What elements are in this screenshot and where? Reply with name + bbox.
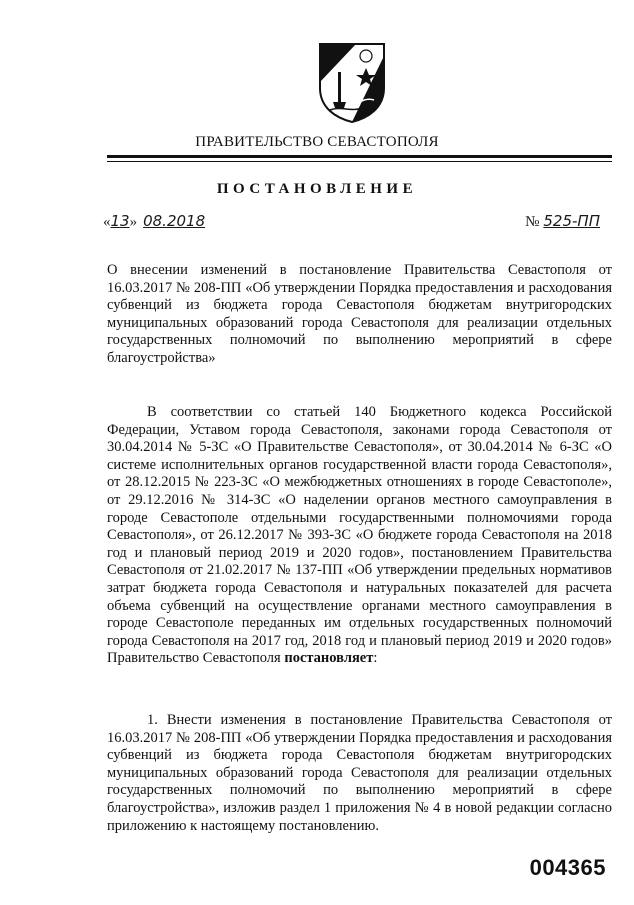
preamble-verb: постановляет [284,650,374,667]
date-open-quote: « [103,214,111,230]
date-day: 13 [110,212,130,230]
number-sign: № [525,214,540,230]
preamble-colon: : [373,650,378,667]
header-divider-thin [107,161,612,162]
document-number [525,212,600,231]
preamble-paragraph [107,404,612,668]
number-value: 525-ПП [543,212,600,230]
date-month-year: 08.2018 [143,212,206,230]
form-number: 004365 [529,855,606,880]
date-close-quote: » [129,214,138,230]
government-name: ПРАВИТЕЛЬСТВО СЕВАСТОПОЛЯ [195,134,439,150]
document-type: ПОСТАНОВЛЕНИЕ [216,181,418,197]
preamble-text: В соответствии со статьей 140 Бюджетного кодекса Российской Федерации, Уставом города Севастополя, законами города Севастополя от 30.04.2014 № 5-ЗС «О Правительстве Севастополя», от 30.04.2014 № 6-ЗС «О системе исполнительных органов государственной власти города Севастополя», от 28.12.2015 № 223-ЗС «О межбюджетных отношениях в городе Севастополе», от 29.12.2016 № 314-ЗС «О наделении органов местного самоуправления в городе Севастополе отдельными государственными полномочиями города Севастополя», от 26.12.2017 № 393-ЗС «О бюджете города Севастополя на 2018 год и плановый период 2019 и 2020 годов», постановлением Правительства Севастополя от 21.02.2017 № 137-ПП «Об утверждении предельных нормативов затрат бюджета города Севастополя и натуральных показателей для расчета объема субвенций на осуществление органами местного самоуправления в городе Севастополе переданных им отдельных государственных полномочий города Севастополя на 2017 год, 2018 год и плановый период 2019 и 2020 годов» Правительство Севастополя [107,404,612,667]
document-date [103,212,205,231]
sevastopol-coat-of-arms-icon [316,42,388,124]
header-divider-thick [107,155,612,158]
list-item: 1. Внести изменения в постановление Правительства Севастополя от 16.03.2017 № 208-ПП «Об утверждении Порядка предоставления и расходования субвенций из бюджета города Севастополя бюджетам внутригородских муниципальных образований города Севастополя для реализации отдельных государственных полномочий по выполнению мероприятий в сфере благоустройства», изложив раздел 1 приложения № 4 в новой редакции согласно приложению к настоящему постановлению. [107,712,612,834]
document-subject: О внесении изменений в постановление Правительства Севастополя от 16.03.2017 № 208-ПП «Об утверждении Порядка предоставления и расходования субвенций из бюджета города Севастополя бюджетам внутригородских муниципальных образований города Севастополя для реализации отдельных государственных полномочий по выполнению мероприятий в сфере благоустройства» [107,262,612,366]
